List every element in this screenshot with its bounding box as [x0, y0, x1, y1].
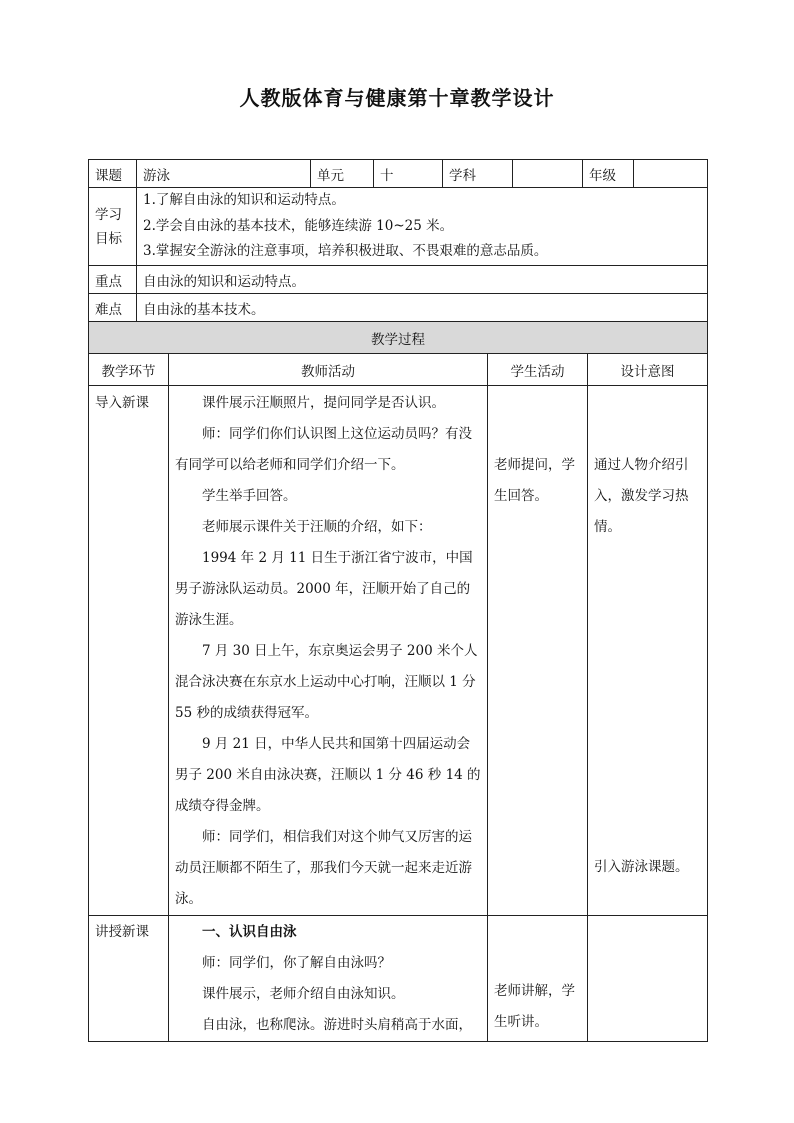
teacher-paragraph: 课件展示汪顺照片，提问同学是否认识。: [202, 395, 445, 411]
objectives-list: [137, 188, 708, 266]
process-title: 教学过程: [89, 322, 708, 354]
student-activity-text: 老师提问，学生回答。: [494, 457, 575, 504]
objective-item: 2.学会自由泳的基本技术，能够连续游 10~25 米。: [143, 217, 454, 234]
header-student: 学生活动: [488, 354, 588, 386]
design-intent-intro: [588, 386, 708, 916]
key-point-value: 自由泳的知识和运动特点。: [137, 266, 708, 294]
document-title: 人教版体育与健康第十章教学设计: [239, 86, 555, 110]
teacher-paragraph: 师：同学们，你了解自由泳吗？: [202, 955, 391, 971]
topic-value: 游泳: [137, 160, 311, 188]
stage-new-lesson: 讲授新课: [89, 916, 169, 1042]
header-teacher: 教师活动: [169, 354, 488, 386]
unit-value: 十: [374, 160, 443, 188]
teacher-paragraph: 自由泳，也称爬泳。游进时头肩稍高于水面，: [202, 1017, 472, 1033]
section-heading: 一、认识自由泳: [202, 924, 297, 940]
difficulty-value: 自由泳的基本技术。: [137, 294, 708, 322]
objective-item: 1.了解自由泳的知识和运动特点。: [143, 192, 345, 209]
teacher-paragraph: 课件展示，老师介绍自由泳知识。: [202, 986, 405, 1002]
objectives-label: 学习目标: [89, 188, 137, 266]
teacher-paragraph: 师：同学们你们认识图上这位运动员吗？有没有同学可以给老师和同学们介绍一下。: [175, 426, 472, 473]
teacher-paragraph: 学生举手回答。: [202, 488, 297, 504]
teacher-activity-new-lesson: [169, 916, 488, 1042]
key-point-label: 重点: [89, 266, 137, 294]
subject-label: 学科: [443, 160, 513, 188]
header-intent: 设计意图: [588, 354, 708, 386]
grade-value: [634, 160, 708, 188]
teacher-activity-intro: [169, 386, 488, 916]
student-activity-text: 老师讲解，学生听讲。: [494, 983, 575, 1030]
design-intent-text: 通过人物介绍引入，激发学习热情。: [594, 457, 689, 535]
objective-item: 3.掌握安全游泳的注意事项，培养积极进取、不畏艰难的意志品质。: [143, 243, 548, 260]
teacher-paragraph: 师：同学们，相信我们对这个帅气又厉害的运动员汪顺都不陌生了，那我们今天就一起来走近游泳。: [175, 829, 472, 907]
design-intent-new-lesson: [588, 916, 708, 1042]
difficulty-label: 难点: [89, 294, 137, 322]
teacher-paragraph: 老师展示课件关于汪顺的介绍，如下：: [202, 519, 432, 535]
student-activity-intro: [488, 386, 588, 916]
grade-label: 年级: [583, 160, 634, 188]
info-table: [88, 159, 708, 322]
design-intent-text-2: 引入游泳课题。: [594, 859, 689, 875]
subject-value: [513, 160, 583, 188]
unit-label: 单元: [311, 160, 374, 188]
student-activity-new-lesson: [488, 916, 588, 1042]
teacher-paragraph: 9 月 21 日，中华人民共和国第十四届运动会男子 200 米自由泳决赛，汪顺以 1 分 46 秒 14 的成绩夺得金牌。: [175, 736, 481, 814]
header-stage: 教学环节: [89, 354, 169, 386]
teacher-paragraph: 1994 年 2 月 11 日生于浙江省宁波市，中国男子游泳队运动员。2000 年，汪顺开始了自己的游泳生涯。: [175, 550, 473, 628]
stage-intro: 导入新课: [89, 386, 169, 916]
process-table: [88, 321, 708, 1042]
topic-label: 课题: [89, 160, 137, 188]
teacher-paragraph: 7 月 30 日上午，东京奥运会男子 200 米个人混合泳决赛在东京水上运动中心打响，汪顺以 1 分 55 秒的成绩获得冠军。: [175, 643, 478, 721]
